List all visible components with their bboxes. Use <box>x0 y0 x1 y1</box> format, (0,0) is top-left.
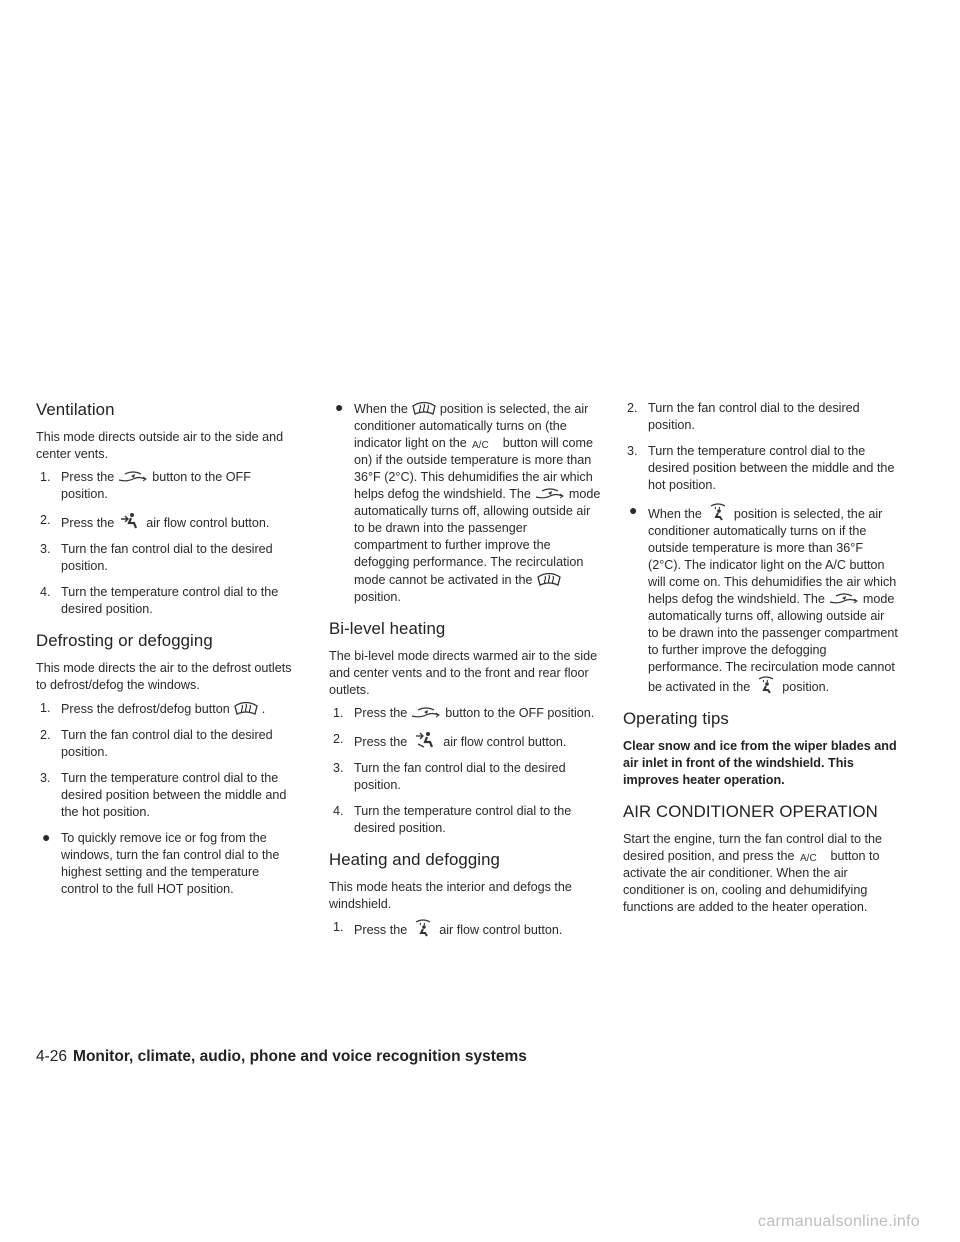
defrost-icon <box>411 400 437 416</box>
ac-operation-text: Start the engine, turn the fan control dial to the desired position, and press the A/C button to activate the air conditioner. When the air conditioner is on, cooling and dehumidifying functions are added to the heater operation. <box>623 832 883 914</box>
floor-defrost-icon <box>410 919 436 937</box>
ventilation-step-1: 1. Press the button to the OFF position. <box>40 470 251 501</box>
ventilation-step-4: 4. Turn the temperature control dial to the desired position. <box>40 585 279 616</box>
recirculation-icon <box>410 706 442 720</box>
chapter-title: Monitor, climate, audio, phone and voice recognition systems <box>73 1048 527 1065</box>
ventilation-intro: This mode directs outside air to the side and center vents. <box>36 430 284 461</box>
bilevel-intro: The bi-level mode directs warmed air to the side and center vents and to the front and rear floor outlets. <box>329 649 598 697</box>
column-2 <box>329 400 603 948</box>
floor-defrost-icon <box>705 503 731 521</box>
heading-bilevel: Bi-level heating <box>329 619 446 638</box>
floor-defrost-icon <box>753 676 779 694</box>
vent-mode-icon <box>117 512 143 530</box>
column-1 <box>36 400 294 907</box>
recirculation-icon <box>828 592 860 606</box>
bilevel-mode-icon <box>410 731 440 749</box>
heatdefog-intro: This mode heats the interior and defogs the windshield. <box>329 880 572 911</box>
heatdefog-bullet-1: ● When the position is selected, the air conditioner automatically turns on if the outside temperature is more than 36°F (2°C). The indicator light on the A/C button will come on. This dehumidifies the air which helps defog the windshield. The mode automatically turns off, allowing outside air to be drawn into the passenger compartment to further improve the defogging performance. The recirculation mode cannot be activated in the position. <box>629 502 898 694</box>
page-number: 4-26 <box>36 1048 68 1065</box>
heading-defrosting: Defrosting or defogging <box>36 631 213 650</box>
svg-text:A/C: A/C <box>471 440 489 450</box>
heading-heating-defogging: Heating and defogging <box>329 850 500 869</box>
heading-ac-operation: AIR CONDITIONER OPERATION <box>623 802 878 821</box>
defrost-icon <box>233 700 259 716</box>
heading-operating-tips: Operating tips <box>623 709 729 728</box>
column-3 <box>623 400 898 922</box>
defrost-step-3: 3. Turn the temperature control dial to the desired position between the middle and the hot position. <box>40 771 287 819</box>
ventilation-step-3: 3. Turn the fan control dial to the desired position. <box>40 542 273 573</box>
recirculation-icon <box>534 487 566 501</box>
defrost-step-1: 1. Press the defrost/defog button . <box>40 701 266 716</box>
ac-icon <box>470 438 500 450</box>
bilevel-step-3: 3. Turn the fan control dial to the desired position. <box>333 761 566 792</box>
heading-ventilation: Ventilation <box>36 400 115 419</box>
heatdefog-step-3: 3. Turn the temperature control dial to the desired position between the middle and the hot position. <box>627 444 895 492</box>
svg-text:A/C: A/C <box>799 853 817 863</box>
bilevel-step-2: 2. Press the air flow control button. <box>333 732 567 749</box>
defrost-bullet-1: ● To quickly remove ice or fog from the windows, turn the fan control dial to the highest setting and the temperature control to the full HOT position. <box>42 829 280 896</box>
recirculation-icon <box>117 470 149 484</box>
operating-tips-text: Clear snow and ice from the wiper blades and air inlet in front of the windshield. This improves heater operation. <box>623 739 897 787</box>
page-footer <box>36 1048 527 1066</box>
heatdefog-step-1: 1. Press the air flow control button. <box>333 920 563 937</box>
heatdefog-step-2: 2. Turn the fan control dial to the desired position. <box>627 401 860 432</box>
ventilation-step-2: 2. Press the air flow control button. <box>40 513 270 530</box>
defrost-icon <box>536 571 562 587</box>
bilevel-step-1: 1. Press the button to the OFF position. <box>333 706 595 720</box>
ac-icon <box>798 851 828 863</box>
defrost-bullet-2: ● When the position is selected, the air conditioner automatically turns on (the indicator light on the A/C button will come on) if the outside temperature is more than 36°F (2°C). This dehumidifies the air which helps defog the windshield. The mode automatically turns off, allowing outside air to be drawn into the passenger compartment to further improve the defogging performance. The recirculation mode cannot be activated in the position. <box>335 399 601 604</box>
watermark: carmanualsonline.info <box>758 1213 920 1230</box>
defrost-step-2: 2. Turn the fan control dial to the desired position. <box>40 728 273 759</box>
bilevel-step-4: 4. Turn the temperature control dial to the desired position. <box>333 804 572 835</box>
defrost-intro: This mode directs the air to the defrost outlets to defrost/defog the windows. <box>36 661 292 692</box>
